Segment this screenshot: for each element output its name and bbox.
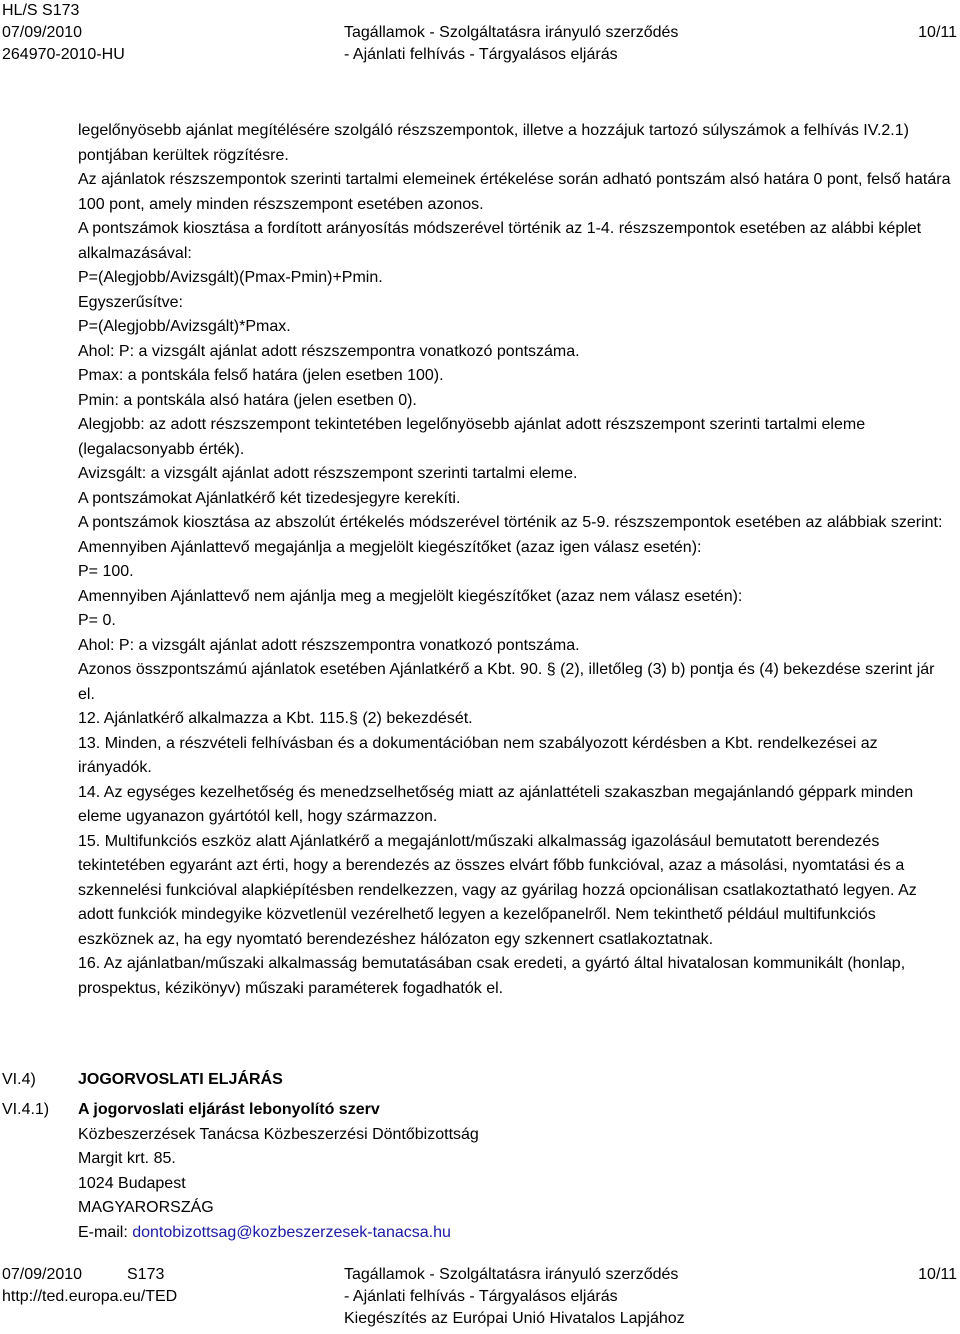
paragraph: 13. Minden, a részvételi felhívásban és a dokumentációban nem szabályozott kérdésben a Kbt. rendelkezései az irányadók. <box>78 734 878 776</box>
paragraph: Az ajánlatok részszempontok szerinti tartalmi elemeinek értékelése során adható pontszám alsó határa 0 pont, felső határa 100 pont, amely minden részszempont esetében azonos. <box>78 171 951 213</box>
paragraph: P=(Alegjobb/Avizsgált)(Pmax-Pmin)+Pmin. <box>78 269 383 286</box>
footer-title-line3: Kiegészítés az Európai Unió Hivatalos Lapjához <box>344 1310 685 1327</box>
paragraph: Avizsgált: a vizsgált ajánlat adott részszempont szerinti tartalmi eleme. <box>78 465 578 482</box>
section-vi41-title: A jogorvoslati eljárást lebonyolító szerv <box>78 1101 380 1118</box>
page-header <box>0 0 960 66</box>
footer-title-line1: Tagállamok - Szolgáltatásra irányuló szerződés <box>344 1266 679 1283</box>
section-vi41-body <box>78 1098 954 1245</box>
email-link[interactable]: dontobizottsag@kozbeszerzesek-tanacsa.hu <box>132 1223 451 1241</box>
header-page-number: 10/11 <box>918 24 957 41</box>
paragraph: Alegjobb: az adott részszempont tekintetében legelőnyösebb ajánlat adott részszempont szerinti tartalmi eleme (legalacsonyabb érték). <box>78 416 866 458</box>
section-vi41-number: VI.4.1) <box>2 1101 50 1118</box>
email-line <box>78 1221 954 1246</box>
header-reference: 264970-2010-HU <box>2 46 125 63</box>
main-body-text <box>78 119 954 1001</box>
city-postcode: 1024 Budapest <box>78 1174 186 1192</box>
paragraph: 14. Az egységes kezelhetőség és menedzselhetőség miatt az ajánlattételi szakaszban megajánlandó géppark minden eleme ugyanazon gyártótól kell, hogy származzon. <box>78 783 914 825</box>
paragraph: 12. Ajánlatkérő alkalmazza a Kbt. 115.§ (2) bekezdését. <box>78 710 473 727</box>
footer-page-number: 10/11 <box>918 1266 957 1283</box>
paragraph: legelőnyösebb ajánlat megítélésére szolgáló részszempontok, illetve a hozzájuk tartozó súlyszámok a felhívás IV.2.1) pontjában kerültek rögzítésre. <box>78 122 909 164</box>
paragraph: Amennyiben Ajánlattevő nem ajánlja meg a megjelölt kiegészítőket (azaz nem válasz esetén): <box>78 587 743 605</box>
section-vi4-title: JOGORVOSLATI ELJÁRÁS <box>78 1071 283 1088</box>
paragraph: Amennyiben Ajánlattevő megajánlja a megjelölt kiegészítőket (azaz igen válasz esetén): <box>78 538 702 556</box>
page-footer <box>0 1264 960 1330</box>
paragraph: 15. Multifunkciós eszköz alatt Ajánlatkérő a megajánlott/műszaki alkalmasság igazolásául bemutatott berendezés tekintetében egyaránt azt érti, hogy a berendezés az összes elvárt főbb funkcióval, azaz a másolási, nyomtatási és a szkennelési funkcióval alapkiépítésben rendelkezzen, vagy az gyárilag hozzá opcionálisan csatlakoztatható legyen. Az adott funkciók mindegyike közvetlenül vezérelhető legyen a kezelőpanelről. Nem tekinthető például multifunkciós eszköznek az, ha egy nyomtató berendezéshez hálózaton egy szkennert csatlakoztatnak. <box>78 832 917 948</box>
paragraph: A pontszámok kiosztása az abszolút értékelés módszerével történik az 5-9. részszempontok esetében az alábbiak szerint: <box>78 514 943 531</box>
footer-title-line2: - Ajánlati felhívás - Tárgyalásos eljárás <box>344 1288 618 1305</box>
paragraph: Ahol: P: a vizsgált ajánlat adott részszempontra vonatkozó pontszáma. <box>78 636 580 654</box>
header-title-line2: - Ajánlati felhívás - Tárgyalásos eljárás <box>344 46 618 63</box>
paragraph: Pmin: a pontskála alsó határa (jelen esetben 0). <box>78 391 417 409</box>
footer-date: 07/09/2010 <box>2 1266 83 1283</box>
header-title-line1: Tagállamok - Szolgáltatásra irányuló szerződés <box>344 24 679 41</box>
header-date: 07/09/2010 <box>2 24 83 41</box>
paragraph: Azonos összpontszámú ajánlatok esetében Ajánlatkérő a Kbt. 90. § (2), illetőleg (3) b) pontja és (4) bekezdése szerint jár el. <box>78 661 935 703</box>
paragraph: P= 0. <box>78 612 116 629</box>
street-address: Margit krt. 85. <box>78 1150 176 1167</box>
header-doc-id: HL/S S173 <box>2 2 80 19</box>
paragraph: P= 100. <box>78 563 134 580</box>
email-label: E-mail: <box>78 1223 128 1241</box>
paragraph: A pontszámokat Ajánlatkérő két tizedesjegyre kerekíti. <box>78 489 461 507</box>
paragraph: P=(Alegjobb/Avizsgált)*Pmax. <box>78 318 291 335</box>
section-vi4-number: VI.4) <box>2 1071 36 1088</box>
footer-series: S173 <box>127 1266 165 1283</box>
paragraph: Pmax: a pontskála felső határa (jelen esetben 100). <box>78 367 444 384</box>
organisation-name: Közbeszerzések Tanácsa Közbeszerzési Döntőbizottság <box>78 1125 479 1143</box>
paragraph: A pontszámok kiosztása a fordított arányosítás módszerével történik az 1-4. részszempontok esetében az alábbi képlet alkalmazásával: <box>78 220 922 262</box>
paragraph: Ahol: P: a vizsgált ajánlat adott részszempontra vonatkozó pontszáma. <box>78 342 580 360</box>
paragraph: 16. Az ajánlatban/műszaki alkalmasság bemutatásában csak eredeti, a gyártó által hivatalosan kommunikált (honlap, prospektus, kézikönyv) műszaki paraméterek fogadhatók el. <box>78 955 906 997</box>
country: MAGYARORSZÁG <box>78 1199 214 1216</box>
paragraph: Egyszerűsítve: <box>78 293 183 311</box>
footer-url[interactable]: http://ted.europa.eu/TED <box>2 1288 178 1305</box>
